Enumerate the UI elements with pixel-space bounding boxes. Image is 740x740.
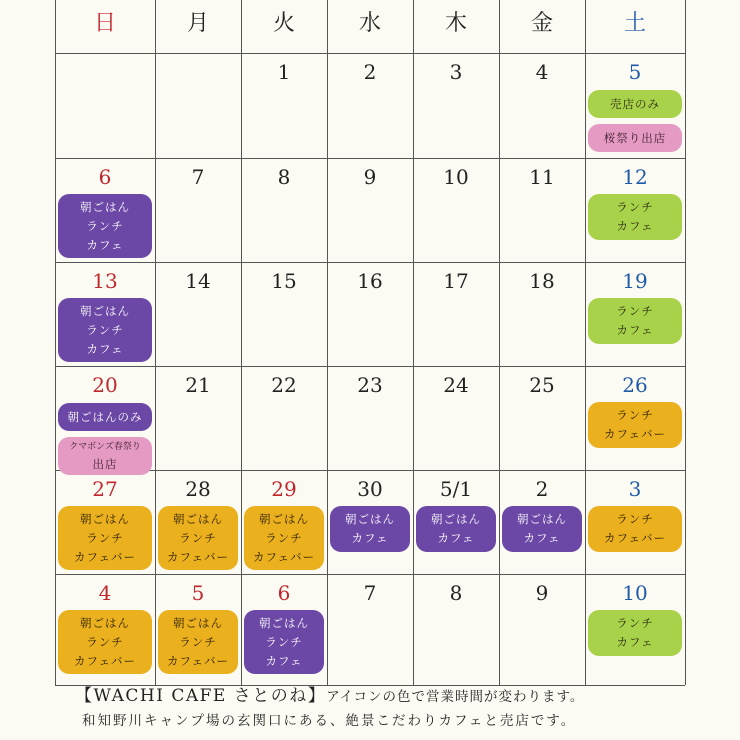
schedule-badge-green bbox=[588, 298, 682, 344]
badge-text: 桜祭り出店 bbox=[603, 130, 667, 145]
day-number: 30 bbox=[357, 477, 383, 501]
weekday-header: 木 bbox=[444, 11, 467, 36]
day-number: 1 bbox=[277, 60, 291, 84]
badge-text: ランチ bbox=[616, 512, 654, 526]
badge-text: カフェ bbox=[523, 531, 561, 545]
badge-text: 朝ごはん bbox=[80, 615, 130, 630]
schedule-badge-green bbox=[588, 194, 682, 240]
weekday-header: 金 bbox=[530, 11, 553, 36]
weekday-header: 土 bbox=[623, 11, 646, 36]
badge-text: ランチ bbox=[616, 304, 654, 318]
badge-text: カフェ bbox=[616, 635, 654, 649]
day-number: 6 bbox=[277, 581, 291, 605]
badge-text: カフェバー bbox=[253, 549, 315, 564]
schedule-badge-purple bbox=[244, 610, 324, 674]
badge-text: ランチ bbox=[86, 322, 124, 337]
schedule-badge-purple bbox=[416, 506, 496, 552]
badge-text: ランチ bbox=[86, 530, 124, 545]
badge-text: ランチ bbox=[265, 530, 303, 545]
calendar-day-cell bbox=[585, 366, 685, 470]
badge-text: 朝ごはんのみ bbox=[67, 409, 143, 424]
day-number: 17 bbox=[443, 269, 469, 293]
calendar-day-cell bbox=[413, 574, 499, 685]
badge-text: カフェ bbox=[616, 323, 654, 337]
badge-text: カフェ bbox=[351, 531, 389, 545]
day-number: 10 bbox=[443, 165, 469, 189]
badge-text: ランチ bbox=[86, 634, 124, 649]
badge-text: カフェバー bbox=[604, 531, 666, 545]
calendar-day-cell bbox=[55, 470, 155, 574]
badge-text: 朝ごはん bbox=[259, 615, 309, 630]
calendar-day-cell bbox=[241, 53, 327, 158]
schedule-badge-pink bbox=[588, 124, 682, 152]
day-number: 4 bbox=[535, 60, 549, 84]
calendar-day-cell bbox=[241, 158, 327, 262]
badge-text: クマボンズ春祭り bbox=[69, 441, 141, 452]
schedule-badge-purple bbox=[330, 506, 410, 552]
calendar-day-cell bbox=[585, 262, 685, 366]
badge-text: カフェ bbox=[86, 341, 124, 356]
day-number: 15 bbox=[271, 269, 297, 293]
calendar-day-cell bbox=[327, 574, 413, 685]
schedule-badge-yellow bbox=[158, 506, 238, 570]
schedule-badge-purple bbox=[58, 194, 152, 258]
calendar-day-cell bbox=[241, 470, 327, 574]
day-number: 9 bbox=[363, 165, 377, 189]
weekday-header: 月 bbox=[186, 11, 209, 36]
day-number: 14 bbox=[185, 269, 211, 293]
calendar-day-cell bbox=[413, 158, 499, 262]
day-number: 10 bbox=[622, 581, 648, 605]
badge-text: カフェバー bbox=[604, 427, 666, 441]
day-number: 5 bbox=[628, 60, 642, 84]
calendar-day-cell bbox=[327, 470, 413, 574]
day-number: 3 bbox=[628, 477, 642, 501]
badge-text: ランチ bbox=[265, 634, 303, 649]
calendar-day-cell bbox=[413, 262, 499, 366]
schedule-badge-purple bbox=[58, 298, 152, 362]
calendar-day-cell bbox=[55, 158, 155, 262]
day-number: 23 bbox=[357, 373, 383, 397]
calendar-day-cell bbox=[155, 158, 241, 262]
badge-text: ランチ bbox=[179, 634, 217, 649]
schedule-badge-yellow bbox=[158, 610, 238, 674]
calendar-day-cell bbox=[155, 262, 241, 366]
weekday-header: 火 bbox=[272, 11, 295, 36]
badge-text: ランチ bbox=[179, 530, 217, 545]
day-number: 4 bbox=[98, 581, 112, 605]
day-number: 16 bbox=[357, 269, 383, 293]
badge-text: カフェバー bbox=[74, 653, 136, 668]
schedule-badge-green bbox=[588, 90, 682, 118]
calendar-day-cell bbox=[327, 262, 413, 366]
badge-text: 朝ごはん bbox=[517, 512, 567, 526]
schedule-badge-purple bbox=[58, 403, 152, 431]
calendar-day-cell bbox=[585, 470, 685, 574]
calendar-day-cell bbox=[55, 574, 155, 685]
calendar-day-cell bbox=[499, 366, 585, 470]
badge-text: カフェバー bbox=[167, 653, 229, 668]
schedule-badge-yellow bbox=[58, 506, 152, 570]
footer-line-1 bbox=[75, 684, 584, 709]
day-number: 25 bbox=[529, 373, 555, 397]
calendar-day-cell bbox=[499, 158, 585, 262]
calendar-day-cell bbox=[499, 262, 585, 366]
calendar-day-cell bbox=[241, 574, 327, 685]
badge-text: カフェ bbox=[265, 653, 303, 668]
day-number: 28 bbox=[185, 477, 211, 501]
footer-note: アイコンの色で営業時間が変わります。 bbox=[326, 689, 585, 705]
calendar-day-cell bbox=[413, 366, 499, 470]
badge-text: 売店のみ bbox=[610, 96, 660, 111]
calendar-day-cell bbox=[413, 53, 499, 158]
weekday-header: 水 bbox=[358, 11, 381, 36]
day-number: 19 bbox=[622, 269, 648, 293]
footer bbox=[0, 684, 740, 740]
day-number: 7 bbox=[363, 581, 377, 605]
calendar-day-cell bbox=[499, 470, 585, 574]
badge-text: 朝ごはん bbox=[80, 199, 130, 214]
badge-text: 朝ごはん bbox=[173, 511, 223, 526]
badge-text: カフェ bbox=[86, 237, 124, 252]
calendar-day-cell bbox=[327, 366, 413, 470]
calendar-day-cell bbox=[155, 366, 241, 470]
calendar-day-cell bbox=[155, 470, 241, 574]
day-number: 29 bbox=[271, 477, 297, 501]
badge-text: ランチ bbox=[616, 616, 654, 630]
day-number: 26 bbox=[622, 373, 648, 397]
day-number: 2 bbox=[535, 477, 549, 501]
column-divider bbox=[685, 0, 686, 685]
badge-text: 朝ごはん bbox=[431, 512, 481, 526]
day-number: 3 bbox=[449, 60, 463, 84]
badge-text: 朝ごはん bbox=[345, 512, 395, 526]
schedule-badge-yellow bbox=[58, 610, 152, 674]
day-number: 6 bbox=[98, 165, 112, 189]
day-number: 12 bbox=[622, 165, 648, 189]
weekday-header: 日 bbox=[93, 11, 116, 36]
calendar-day-cell bbox=[155, 574, 241, 685]
badge-text: 朝ごはん bbox=[173, 615, 223, 630]
schedule-badge-green bbox=[588, 610, 682, 656]
schedule-badge-purple bbox=[502, 506, 582, 552]
badge-text: 朝ごはん bbox=[80, 303, 130, 318]
day-number: 13 bbox=[92, 269, 118, 293]
calendar-day-cell bbox=[499, 574, 585, 685]
day-number: 22 bbox=[271, 373, 297, 397]
calendar-day-cell bbox=[585, 158, 685, 262]
calendar-day-cell bbox=[55, 262, 155, 366]
calendar-day-cell bbox=[585, 574, 685, 685]
day-number: 8 bbox=[449, 581, 463, 605]
calendar-day-cell bbox=[499, 53, 585, 158]
badge-text: 出店 bbox=[92, 456, 118, 471]
day-number: 11 bbox=[529, 165, 555, 189]
badge-text: カフェ bbox=[616, 219, 654, 233]
footer-description: 和知野川キャンプ場の玄関口にある、絶景こだわりカフェと売店です。 bbox=[82, 713, 577, 729]
footer-title: 【WACHI CAFE さとのね】 bbox=[75, 686, 327, 706]
day-number: 27 bbox=[92, 477, 118, 501]
badge-text: カフェ bbox=[437, 531, 475, 545]
schedule-badge-yellow bbox=[588, 402, 682, 448]
calendar-day-cell bbox=[327, 158, 413, 262]
day-number: 9 bbox=[535, 581, 549, 605]
day-number: 2 bbox=[363, 60, 377, 84]
badge-text: ランチ bbox=[86, 218, 124, 233]
day-number: 20 bbox=[92, 373, 118, 397]
schedule-badge-yellow bbox=[244, 506, 324, 570]
badge-text: ランチ bbox=[616, 200, 654, 214]
day-number: 21 bbox=[185, 373, 211, 397]
day-number: 5 bbox=[191, 581, 205, 605]
day-number: 24 bbox=[443, 373, 469, 397]
badge-text: カフェバー bbox=[167, 549, 229, 564]
day-number: 18 bbox=[529, 269, 555, 293]
badge-text: ランチ bbox=[616, 408, 654, 422]
calendar-day-cell bbox=[413, 470, 499, 574]
badge-text: 朝ごはん bbox=[80, 511, 130, 526]
calendar-day-cell bbox=[155, 53, 241, 158]
day-number: 8 bbox=[277, 165, 291, 189]
day-number: 5/1 bbox=[439, 477, 473, 501]
calendar-day-cell bbox=[55, 366, 155, 470]
calendar-day-cell bbox=[55, 53, 155, 158]
calendar-day-cell bbox=[327, 53, 413, 158]
calendar-day-cell bbox=[241, 262, 327, 366]
badge-text: カフェバー bbox=[74, 549, 136, 564]
calendar-day-cell bbox=[241, 366, 327, 470]
calendar-day-cell bbox=[585, 53, 685, 158]
day-number: 7 bbox=[191, 165, 205, 189]
schedule-badge-yellow bbox=[588, 506, 682, 552]
badge-text: 朝ごはん bbox=[259, 511, 309, 526]
